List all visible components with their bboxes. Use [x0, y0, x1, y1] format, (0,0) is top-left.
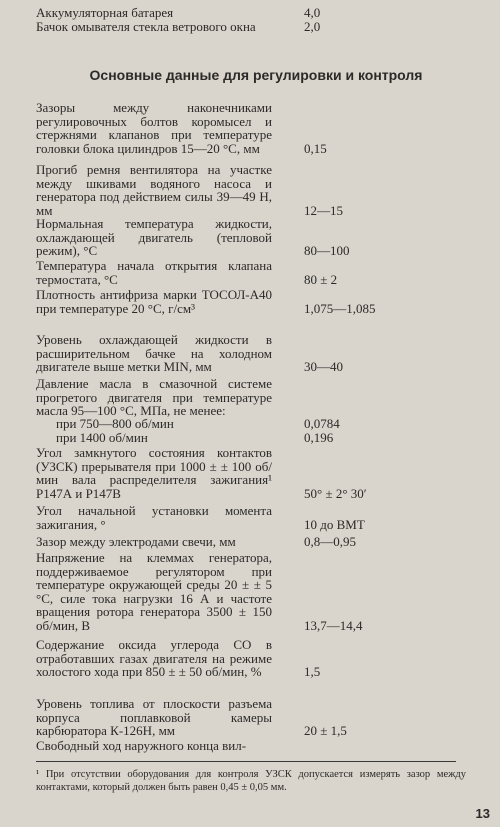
spec-row: [36, 697, 476, 738]
spec-value: 80—100: [304, 243, 350, 259]
spec-value: 2,0: [304, 19, 321, 34]
spec-label: Уровень топлива от плоскости разъема корпуса поплавковой камеры карбюратора К-126Н, мм: [36, 696, 272, 739]
spec-value: 10 до ВМТ: [304, 516, 365, 532]
spec-label: Зазор между электродами свечи, мм: [36, 534, 236, 549]
spec-row: [36, 739, 476, 753]
spec-row: [36, 431, 476, 445]
spec-row: [36, 259, 476, 286]
spec-label: Нормальная температура жидкости, охлаждающей двигатель (тепловой режим), °С: [36, 216, 272, 259]
spec-label: Плотность антифриза марки ТОСОЛ-А40 при температуре 20 °С, г/см³: [36, 287, 272, 316]
spec-row: [36, 217, 476, 258]
spec-value: 0,8—0,95: [304, 534, 356, 549]
spec-row: [36, 446, 476, 500]
spec-row: [36, 551, 476, 633]
spec-value: 1,5: [304, 664, 321, 680]
footnote: ¹ При отсутствии оборудования для контроля УЗСК допускается измерять зазор между контактами, который должен быть равен 0,45 ± 0,05 мм.: [36, 769, 466, 793]
spec-value: 50° ± 2° 30′: [304, 485, 367, 501]
spec-value: 4,0: [304, 5, 321, 20]
spec-label: Прогиб ремня вентилятора на участке между шкивами водяного насоса и генератора под действием силы 39—49 Н, мм: [36, 162, 272, 218]
spec-value: 0,15: [304, 140, 327, 156]
spec-row: [36, 377, 476, 418]
spec-row: [36, 101, 476, 155]
spec-label: Аккумуляторная батарея: [36, 5, 174, 20]
spec-row: [36, 333, 476, 374]
spec-value: 12—15: [304, 202, 343, 218]
spec-label: при 750—800 об/мин: [56, 416, 174, 431]
spec-label: Давление масла в смазочной системе прогретого двигателя при температуре масла 95—100 °С, МПа, не менее:: [36, 376, 272, 419]
section-heading: Основные данные для регулировки и контроля: [89, 67, 423, 83]
spec-label: Бачок омывателя стекла ветрового окна: [36, 19, 256, 34]
spec-label: Содержание оксида углерода СО в отработавших газах двигателя на режиме холостого хода при 850 ± ± 50 об/мин, %: [36, 637, 272, 680]
footnote-divider: [36, 761, 456, 762]
page-number: 13: [475, 806, 490, 821]
spec-row: [36, 163, 476, 217]
spec-value: 0,0784: [304, 416, 340, 431]
spec-value: 30—40: [304, 359, 343, 375]
spec-row: [36, 417, 476, 431]
spec-label: Угол замкнутого состояния контактов (УЗСК) прерывателя при 1000 ± ± 100 об/мин вала распределителя зажигания¹ Р147А и Р147В: [36, 445, 272, 501]
spec-row: [36, 6, 476, 20]
spec-label: при 1400 об/мин: [56, 430, 148, 445]
spec-value: 1,075—1,085: [304, 300, 376, 316]
spec-label: Угол начальной установки момента зажигания, °: [36, 503, 272, 532]
spec-label: Температура начала открытия клапана термостата, °С: [36, 258, 272, 287]
spec-label: Уровень охлаждающей жидкости в расширительном бачке на холодном двигателе выше метки MIN, мм: [36, 332, 272, 375]
spec-value: 20 ± 1,5: [304, 723, 347, 739]
spec-row: [36, 535, 476, 549]
spec-row: [36, 504, 476, 531]
spec-label: Свободный ход наружного конца вил-: [36, 738, 247, 753]
spec-row: [36, 288, 476, 315]
spec-value: 80 ± 2: [304, 271, 338, 287]
spec-label: Зазоры между наконечниками регулировочных болтов коромысел и стержнями клапанов при температуре головки блока цилиндров 15—20 °С, мм: [36, 100, 272, 156]
spec-row: [36, 20, 476, 34]
spec-value: 0,196: [304, 430, 334, 445]
spec-label: Напряжение на клеммах генератора, поддерживаемое регулятором при температуре окружающей среды 20 ± ± 5 °С, силе тока нагрузки 16 А и частоте вращения ротора генератора 3500 ± 150 об/мин, В: [36, 550, 272, 633]
spec-value: 13,7—14,4: [304, 617, 363, 633]
spec-row: [36, 638, 476, 679]
